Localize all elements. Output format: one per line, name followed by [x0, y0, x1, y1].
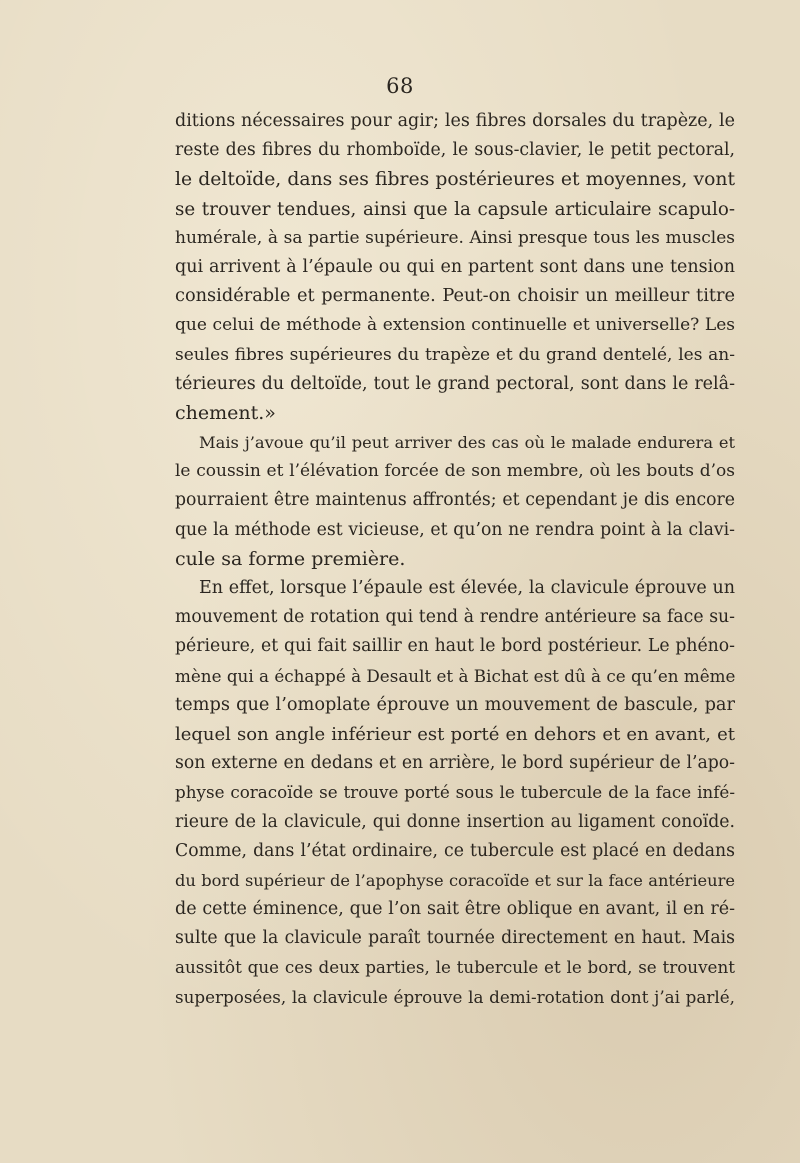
text-line: lequel son angle inférieur est porté en dehors et en avant, et: [175, 723, 735, 745]
text-line: rieure de la clavicule, qui donne insertion au ligament conoïde.: [175, 811, 735, 832]
text-line: Comme, dans l’état ordinaire, ce tubercule est placé en dedans: [175, 840, 735, 861]
text-line: le coussin et l’élévation forcée de son membre, où les bouts d’os: [175, 461, 735, 482]
text-line: pourraient être maintenus affrontés; et cependant je dis encore: [175, 490, 735, 511]
text-line: de cette éminence, que l’on sait être oblique en avant, il en ré-: [175, 899, 735, 920]
page-number: 68: [386, 74, 414, 98]
text-line: Mais j’avoue qu’il peut arriver des cas où le malade endurera et: [199, 433, 735, 453]
text-line: qui arrivent à l’épaule ou qui en partent sont dans une tension: [175, 256, 735, 277]
text-line: que la méthode est vicieuse, et qu’on ne rendra point à la clavi-: [175, 519, 735, 540]
text-line: superposées, la clavicule éprouve la demi-rotation dont j’ai parlé,: [175, 986, 735, 1007]
text-line: le deltoïde, dans ses fibres postérieures et moyennes, vont: [175, 169, 735, 191]
text-line: mène qui a échappé à Desault et à Bichat est dû à ce qu’en même: [175, 665, 736, 686]
text-line: cule sa forme première.: [175, 547, 406, 570]
text-line: chement.»: [175, 401, 276, 424]
text-line: reste des fibres du rhomboïde, le sous-clavier, le petit pectoral,: [175, 140, 735, 161]
text-line: temps que l’omoplate éprouve un mouvement de bascule, par: [175, 694, 735, 715]
text-line: seules fibres supérieures du trapèze et du grand dentelé, les an-: [175, 344, 735, 365]
text-line: térieures du deltoïde, tout le grand pectoral, sont dans le relâ-: [175, 373, 735, 394]
text-line: du bord supérieur de l’apophyse coracoïde et sur la face antérieure: [175, 870, 735, 890]
text-line: se trouver tendues, ainsi que la capsule articulaire scapulo-: [175, 198, 735, 220]
text-line: considérable et permanente. Peut-on choisir un meilleur titre: [175, 286, 735, 307]
text-line: sulte que la clavicule paraît tournée directement en haut. Mais: [175, 928, 735, 949]
text-line: aussitôt que ces deux parties, le tubercule et le bord, se trouvent: [175, 957, 735, 978]
text-line: physe coracoïde se trouve porté sous le tubercule de la face infé-: [175, 782, 735, 803]
text-line: mouvement de rotation qui tend à rendre antérieure sa face su-: [175, 607, 735, 628]
text-line: périeure, et qui fait saillir en haut le bord postérieur. Le phéno-: [175, 636, 735, 657]
text-line: son externe en dedans et en arrière, le bord supérieur de l’apo-: [175, 753, 735, 774]
text-line: humérale, à sa partie supérieure. Ainsi presque tous les muscles: [175, 227, 735, 248]
text-line: En effet, lorsque l’épaule est élevée, la clavicule éprouve un: [199, 578, 735, 598]
body-text: [175, 107, 735, 1012]
text-line: que celui de méthode à extension continuelle et universelle? Les: [175, 315, 735, 336]
text-line: ditions nécessaires pour agir; les fibres dorsales du trapèze, le: [175, 111, 735, 131]
